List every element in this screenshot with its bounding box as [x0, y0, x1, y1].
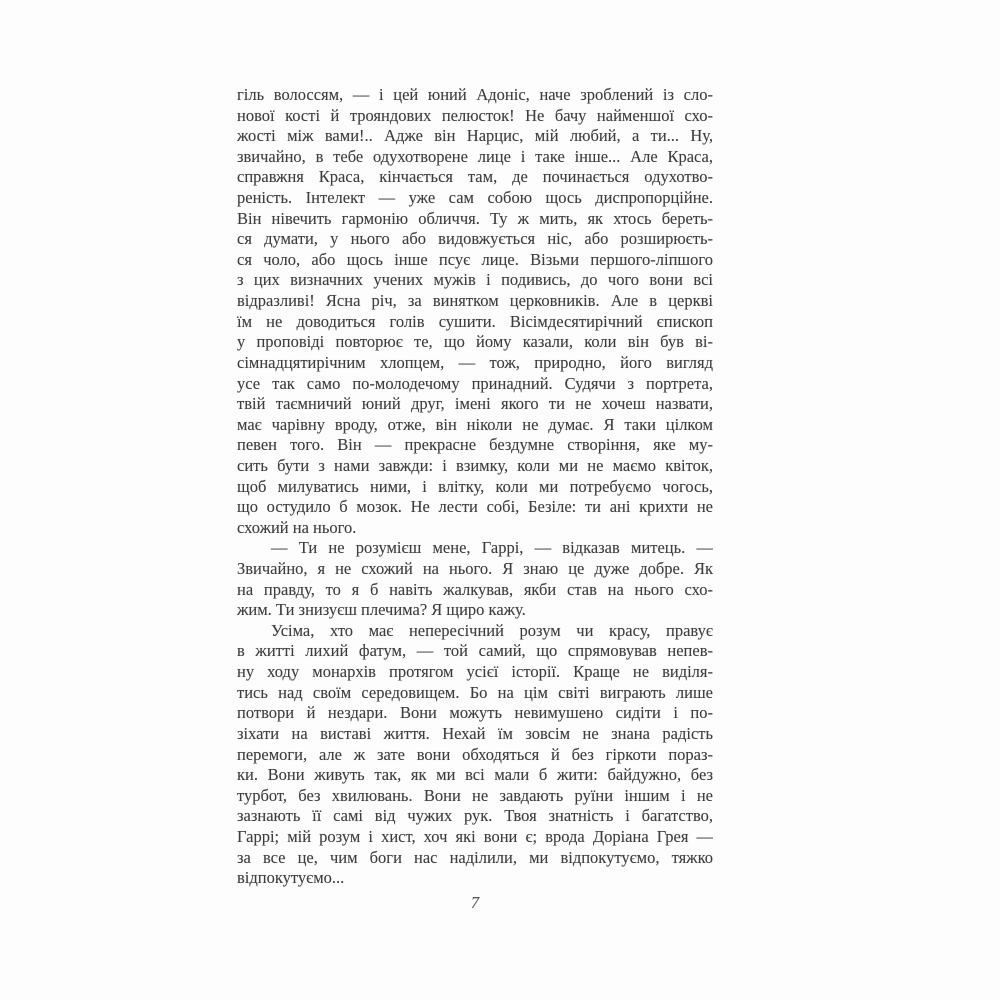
text-line: Звичайно, я не схожий на нього. Я знаю це дуже добре. Як: [237, 559, 713, 579]
text-line: ся чоло, або щось інше псує лице. Візьми першого-ліпшого: [237, 249, 713, 269]
text-block: [237, 85, 713, 889]
text-line: зазнають її самі від чужих рук. Твоя знатність і багатство,: [237, 806, 713, 826]
text-line: жим. Ти знизуєш плечима? Я щиро кажу.: [237, 600, 526, 620]
text-line: на правду, то я б навіть жалкував, якби став на нього схо-: [237, 579, 713, 599]
text-line: у проповіді повторює те, що йому казали, коли він був ві-: [237, 332, 713, 352]
text-line: в житті лихий фатум, — той самий, що спрямовував непев-: [237, 641, 713, 661]
text-line: твій таємничий юний друг, імені якого ти не хочеш назвати,: [237, 394, 713, 414]
text-line: турбот, без хвилювань. Вони не завдають руїни іншим і не: [237, 785, 713, 805]
text-line: ну ходу монархів протягом усієї історії. Краще не виділя-: [237, 662, 713, 682]
text-line: Він нівечить гармонію обличчя. Ту ж мить, як хтось береть-: [237, 208, 713, 228]
text-line: Гаррі; мій розум і хист, хоч які вони є; врода Доріана Грея —: [237, 826, 713, 846]
text-line: сить бути з нами завжди: і взимку, коли ми не маємо квіток,: [237, 455, 713, 475]
text-line: справжня Краса, кінчається там, де починається одухотво-: [237, 167, 713, 187]
text-line: перемоги, але ж зате вони обходяться й без гіркоти пораз-: [237, 744, 713, 764]
text-line: потвори й нездари. Вони можуть невимушено сидіти і по-: [237, 703, 713, 723]
text-line: що остудило б мозок. Не лести собі, Безіле: ти ані крихти не: [237, 497, 713, 517]
text-line: з цих визначних учених мужів і подивись, до чого вони всі: [237, 270, 713, 290]
text-line: Усіма, хто має непересічний розум чи красу, правує: [271, 620, 713, 640]
text-line: щоб милуватись ними, і влітку, коли ми потребуємо чогось,: [237, 476, 713, 496]
text-line: їм не доводиться голів сушити. Вісімдесятирічний єпископ: [237, 311, 713, 331]
text-line: зіхати на виставі життя. Нехай їм зовсім не знана радість: [237, 723, 713, 743]
text-line: схожий на нього.: [237, 517, 357, 537]
text-line: усе так само по-молодечому принадний. Судячи з портрета,: [237, 373, 713, 393]
text-line: ки. Вони живуть так, як ми всі мали б жити: байдужно, без: [237, 765, 713, 785]
text-line: — Ти не розумієш мене, Гаррі, — відказав митець. —: [271, 538, 713, 558]
text-line: має чарівну вроду, отже, він ніколи не думає. Я таки цілком: [237, 414, 713, 434]
text-line: жості між вами!.. Адже він Нарцис, мій любий, а ти... Ну,: [237, 126, 713, 146]
text-line: за все це, чим боги нас наділили, ми відпокутуємо, тяжко: [237, 847, 713, 867]
text-line: реність. Інтелект — уже сам собою щось диспропорційне.: [237, 188, 713, 208]
text-line: відразливі! Ясна річ, за винятком церковників. Але в церкві: [237, 291, 713, 311]
page-number: 7: [470, 893, 480, 912]
text-line: ся думати, у нього або видовжується ніс, або розширюєть-: [237, 229, 713, 249]
text-line: нової кості й трояндових пелюсток! Не бачу найменшої схо-: [237, 105, 713, 125]
text-line: певен того. Він — прекрасне бездумне створіння, яке му-: [237, 435, 713, 455]
text-line: тись над своїм середовищем. Бо на цім світі виграють лише: [237, 682, 713, 702]
text-line: сімнадцятирічним хлопцем, — тож, природно, його вигляд: [237, 352, 713, 372]
text-line: звичайно, в тебе одухотворене лице і таке інше... Але Краса,: [237, 146, 713, 166]
text-line: відпокутуємо...: [237, 868, 345, 888]
text-line: гіль волоссям, — і цей юний Адоніс, наче зроблений із сло-: [237, 85, 713, 104]
